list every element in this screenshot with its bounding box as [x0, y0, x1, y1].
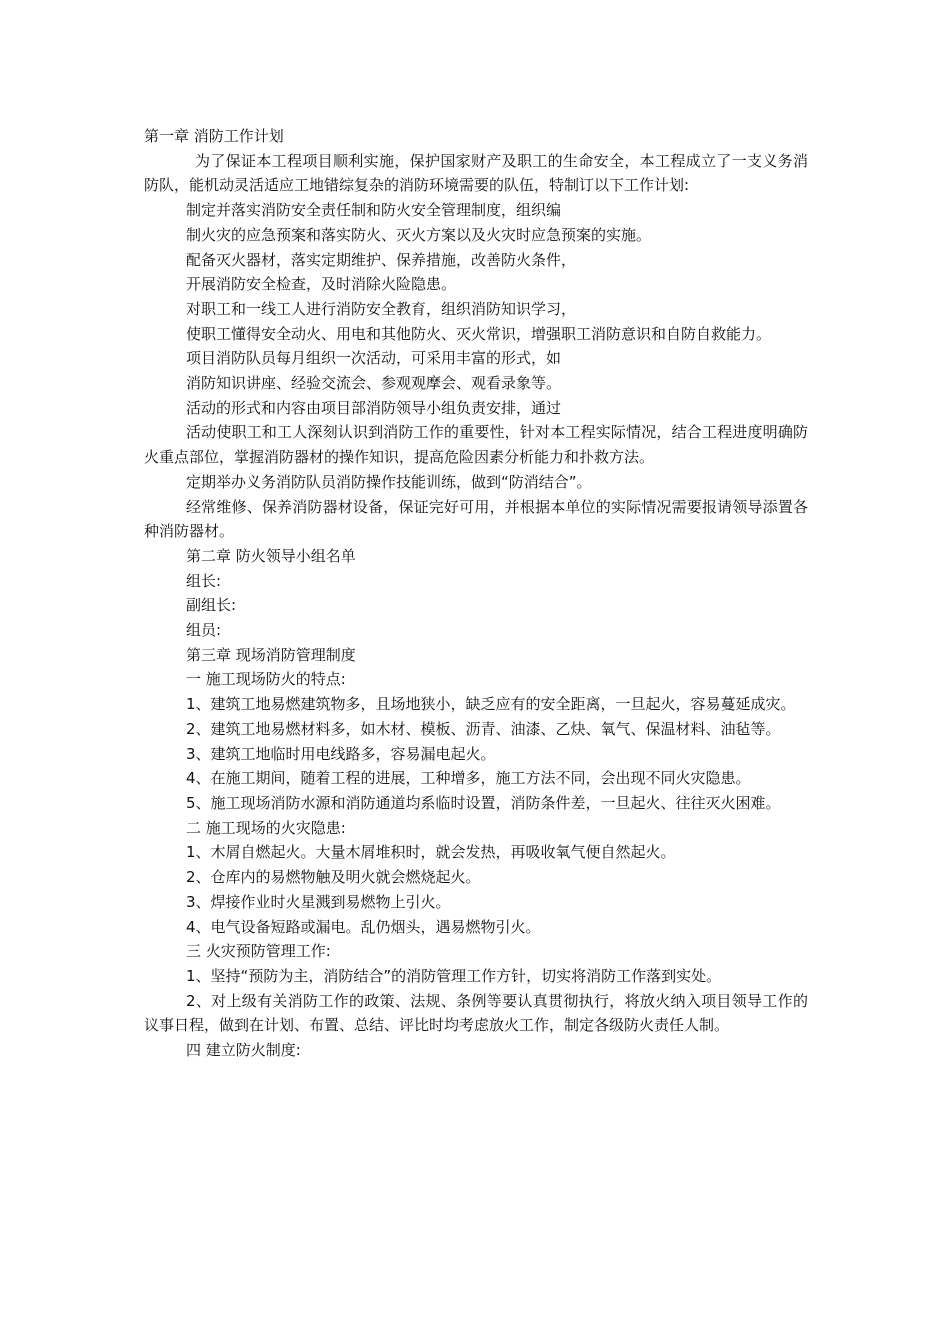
paragraph: 制定并落实消防安全责任制和防火安全管理制度，组织编 — [186, 201, 562, 220]
paragraph: 活动的形式和内容由项目部消防领导小组负责安排，通过 — [186, 398, 562, 417]
paragraph: 3、建筑工地临时用电线路多，容易漏电起火。 — [186, 744, 496, 763]
paragraph: 2、建筑工地易燃材料多，如木材、模板、沥青、油漆、乙炔、氧气、保温材料、油毡等。 — [186, 719, 781, 738]
paragraph: 开展消防安全检查，及时消除火险隐患。 — [186, 275, 457, 294]
paragraph: 消防知识讲座、经验交流会、参观观摩会、观看录象等。 — [186, 374, 562, 393]
paragraph: 使职工懂得安全动火、用电和其他防火、灭火常识，增强职工消防意识和自防自救能力。 — [186, 324, 772, 343]
paragraph: 1、建筑工地易燃建筑物多，且场地狭小，缺乏应有的安全距离，一旦起火，容易蔓延成灾。 — [186, 695, 796, 714]
paragraph: 制火灾的应急预案和落实防火、灭火方案以及火灾时应急预案的实施。 — [186, 225, 652, 244]
paragraph: 二 施工现场的火灾隐患: — [186, 818, 346, 837]
paragraph: 一 施工现场防火的特点: — [186, 670, 346, 689]
paragraph: 对职工和一线工人进行消防安全教育，组织消防知识学习， — [186, 299, 577, 318]
paragraph: 四 建立防火制度: — [186, 1041, 301, 1060]
chapter-heading: 第一章 消防工作计划 — [144, 127, 284, 145]
paragraph: 1、木屑自燃起火。大量木屑堆积时，就会发热，再吸收氧气便自然起火。 — [186, 843, 676, 862]
paragraph: 组长: — [186, 571, 222, 590]
paragraph: 3、焊接作业时火星溅到易燃物上引火。 — [186, 892, 451, 911]
paragraph: 4、电气设备短路或漏电。乱仍烟头，遇易燃物引火。 — [186, 917, 541, 936]
paragraph: 2、仓库内的易燃物触及明火就会燃烧起火。 — [186, 868, 481, 887]
paragraph: 经常维修、保养消防器材设备，保证完好可用，并根据本单位的实际情况需要报请领导添置各种消防器材。 — [144, 497, 808, 541]
paragraph: 1、坚持“预防为主，消防结合”的消防管理工作方针，切实将消防工作落到实处。 — [186, 966, 722, 985]
paragraph: 4、在施工期间，随着工程的进展，工种增多，施工方法不同，会出现不同火灾隐患。 — [186, 769, 751, 788]
paragraph: 定期举办义务消防队员消防操作技能训练，做到“防消结合”。 — [186, 472, 592, 491]
paragraph: 为了保证本工程项目顺利实施，保护国家财产及职工的生命安全，本工程成立了一支义务消防队，能机动灵活适应工地错综复杂的消防环境需要的队伍，特制订以下工作计划: — [144, 151, 808, 195]
document-body — [144, 124, 808, 1063]
paragraph: 2、对上级有关消防工作的政策、法规、条例等要认真贯彻执行，将放火纳入项目领导工作的议事日程，做到在计划、布置、总结、评比时均考虑放火工作，制定各级防火责任人制。 — [144, 991, 808, 1035]
paragraph: 组员: — [186, 621, 222, 640]
paragraph: 三 火灾预防管理工作: — [186, 942, 331, 961]
paragraph: 5、施工现场消防水源和消防通道均系临时设置，消防条件差，一旦起火、往往灭火困难。 — [186, 793, 781, 812]
paragraph: 项目消防队员每月组织一次活动，可采用丰富的形式，如 — [186, 349, 562, 368]
paragraph: 第三章 现场消防管理制度 — [186, 645, 356, 664]
paragraph: 配备灭火器材，落实定期维护、保养措施，改善防火条件， — [186, 250, 577, 269]
paragraph: 活动使职工和工人深刻认识到消防工作的重要性，针对本工程实际情况，结合工程进度明确防火重点部位，掌握消防器材的操作知识，提高危险因素分析能力和扑救方法。 — [144, 423, 808, 467]
paragraph: 第二章 防火领导小组名单 — [186, 546, 356, 565]
paragraph: 副组长: — [186, 596, 237, 615]
